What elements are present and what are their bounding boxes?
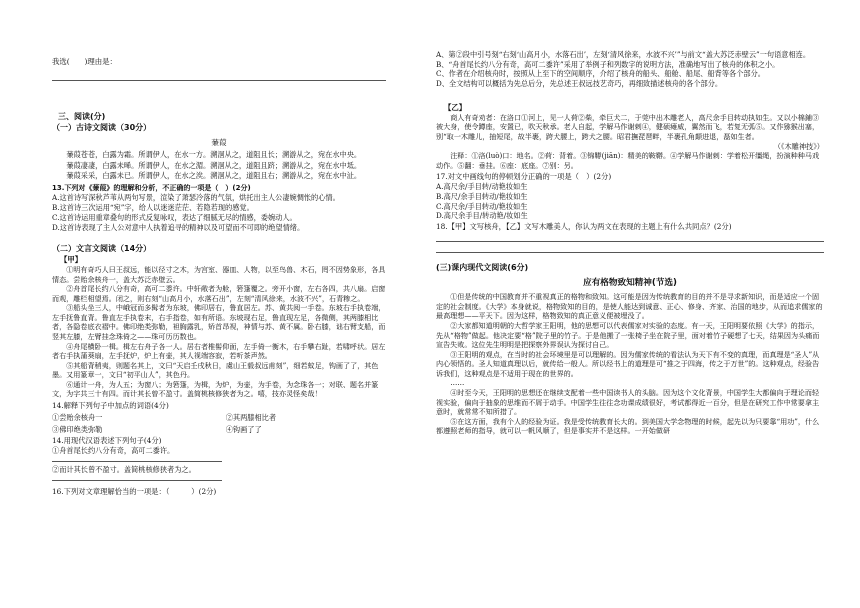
passage-source: （《木雕神技》） bbox=[773, 141, 824, 151]
option: B、“舟首尾长约八分有奇，高可二黍许”采用了举例子和列数字的说明方法，准确地写出了核舟的体积之小。 bbox=[436, 59, 780, 69]
option: A.这首诗写深秋芦苇从两句写景，渲染了萧瑟冷落的气氛，烘托出主人公凄婉惆怅的心情。 bbox=[52, 193, 340, 203]
section-title: 三、阅读(分) bbox=[58, 112, 106, 121]
passage-paragraph: 商人有奇劝者：在洛口①河上，见一人荷②柴，牵巨犬二，于莞中出木雕老人，高尺余手目转动执如生。又以小棉鋪③被大身，使令蹲座，安置已，吹天秋承。老人自起，学解马作谢刺④，健硕瘫威，翼然而飞，若复无弧⑤。又作猕猴出塞，别“取一木雕儿，抽短尾，故半裹，跨犬腰上，跨犬之腰。昭君撫琵琶畔，半裹孔角颠进退，磊如生者。 bbox=[436, 112, 820, 141]
answer-line[interactable] bbox=[52, 79, 386, 81]
question-14b: 14.用现代汉语表述下列句子(4分) bbox=[52, 436, 162, 446]
translate-item: ①舟首尾长约八分有奇，高可二黍许。 bbox=[52, 446, 175, 456]
option: A.高尺余/手目转/动艳妆如生 bbox=[436, 182, 528, 192]
passage-notes: 注释：①洛(luò)口：地名。②荷：背着。③锦鞯(jiān)：精美的鞍鞯。④学解马作谢刺：学着松开缰绳，扮演种种马戏动作。⑤翻：垂挂。⑥座：底座。⑦别：另。 bbox=[436, 151, 820, 170]
translate-item: ②而计其长曾不盈寸。盖简桃核修狭者为之。 bbox=[52, 464, 196, 474]
right-content bbox=[436, 50, 824, 436]
option: B.这首诗三次运用“宛”字，给人以迷迷茫茫、若隐若现的感觉。 bbox=[52, 203, 254, 213]
option: D、全文结构可以概括为先总后分，先总述王叔远技艺奇巧，再细致描述核舟的各个部分。 bbox=[436, 79, 723, 89]
article-paragraph: ④时至今天，王阳明的思想还在继续支配着一些中国读书人的头脑。因为这个文化背景，中国学生大都偏向于理论而轻视实验，偏向于抽象的思维而不屑于动手。中国学生往往念功课成绩很好，考试都得近一百分，但是在研究工作中常要拿主意时，就常常不知所措了。 bbox=[436, 387, 820, 417]
answer-line[interactable] bbox=[436, 240, 824, 242]
passage-paragraph: ⑤其船背稍夷，则题名其上，文曰“天启壬戌秋日，虞山王毅叔远甫刻”，细若蚊足，钩画了了，其色墨。又用篆章一，文曰“初平山人”，其色丹。 bbox=[52, 360, 379, 380]
article-paragraph: ①但是传统的中国教育并不重视真正的格物和致知。这可能是因为传统教育的目的并不是寻求新知识，而是适应一个固定的社会制度。《大学》本身就说，格物致知的目的，是使人能达到诚意、正心、修身、齐家、治国的地步，从而追求儒家的最高理想——平天下。因为这样，格物致知的真正意义便被埋没了。 bbox=[436, 292, 823, 321]
poem-line: 蒹葭采采，白露未已。所谓伊人，在水之涘。溯洄从之，道阻且右；溯游从之，宛在水中沚。 bbox=[66, 171, 362, 181]
passage-paragraph: ⑥通计一舟，为人五；为窗八；为箬篷，为楫，为炉，为壶，为手卷，为念珠各一；对联、题名并篆文，为字共三十有四。而计其长曾不盈寸。盖简桃核修狭者为之。嘻，技亦灵怪矣哉！ bbox=[52, 379, 379, 399]
answer-line[interactable] bbox=[52, 479, 222, 481]
passage-yi-label: 【乙】 bbox=[444, 102, 467, 112]
word-item: ④钩画了了 bbox=[225, 424, 262, 434]
option: B.高尺/余手目转动/艳妆如生 bbox=[436, 191, 528, 201]
poem-line: 蒹葭凄凄，白露未晞。所谓伊人，在水之湄。溯洄从之，道阻且跻；溯游从之，宛在水中坻。 bbox=[66, 160, 362, 170]
question-18: 18.【甲】文写核舟，【乙】文写木雕美人，你认为两文在表现的主题上有什么共同点？(2分) bbox=[436, 222, 732, 232]
subsection-title-classical: （二）文言文阅读（14分） bbox=[52, 244, 152, 254]
article-paragraph: ②大家都知道明朝的大哲学家王阳明，他的思想可以代表儒家对实验的态度。有一天，王阳明要依照《大学》的指示，先从“格物”做起。他决定要“格”院子里的竹子。于是他搬了一张椅子坐在院子里，面对着竹子硬想了七天，结果因为头痛而宣告失败。这位先生明明是把探察外界误认为探讨自己。 bbox=[436, 321, 820, 350]
option: C、作者在介绍核舟时，按照从上至下的空间顺序，介绍了核舟的船头、船舱、船尾、船背等各个部分。 bbox=[436, 69, 765, 79]
passage-paragraph: ④舟尾横卧一楫。楫左右舟子各一人。居右者椎髻仰面，左手倚一衡木，右手攀右趾，若啸呼状。居左者右手执蒲葵扇，左手抚炉，炉上有壶，其人视端容寂，若听茶声然。 bbox=[52, 341, 386, 361]
article-title: 应有格物致知精神(节选) bbox=[583, 277, 677, 288]
article-ellipsis: …… bbox=[450, 378, 465, 388]
poem-title: 蒹葭 bbox=[211, 137, 227, 147]
answer-line[interactable] bbox=[52, 460, 222, 462]
subsection-title-poem: （一）古诗文阅读（30分） bbox=[52, 122, 152, 132]
option: D.高尺余手目/转动艳/妆如生 bbox=[436, 211, 528, 221]
reading-section bbox=[52, 112, 386, 496]
word-items-row bbox=[52, 413, 386, 423]
poem-line: 蒹葭苍苍，白露为霜。所谓伊人，在水一方。溯洄从之，道阻且长；溯游从之，宛在水中央。 bbox=[66, 149, 362, 159]
question-14a: 14.解释下列句子中加点的词语(4分) bbox=[52, 400, 169, 410]
option: D.这首诗表现了主人公对意中人执着追寻的精神以及可望而不可即的绝望情绪。 bbox=[52, 222, 305, 232]
answer-line[interactable] bbox=[436, 251, 824, 253]
passage-paragraph: ②舟首尾长约八分有奇，高可二黍许。中轩敞者为舱，箬篷覆之。旁开小窗，左右各四，共八扇。启窗而观，雕栏相望焉。闭之，则右刻“山高月小，水落石出”，左刻“清风徐来，水波不兴”，石青糁之。 bbox=[52, 284, 386, 303]
passage-paragraph: ③船头坐三人，中峨冠而多髯者为东坡，佛印居右，鲁直居左。苏、黄共阅一手卷。东坡右手执卷端，左手抚鲁直背。鲁直左手执卷末，右手指卷，如有所语。东坡现右足，鲁直现左足，各微侧，其两膝相比者，各隐卷底衣褶中。佛印绝类弥勒，袒胸露乳，矫首昂视，神情与苏、黄不属。卧右膝，诎右臂支船，而竖其左膝，左臂挂念珠倚之——珠可历历数也。 bbox=[52, 303, 386, 342]
question-16: 16.下列对文章理解恰当的一项是：（ ）(2分) bbox=[52, 486, 217, 496]
passage-jia-label: 【甲】 bbox=[60, 255, 83, 265]
choose-prompt: 我选( )理由是： bbox=[52, 57, 117, 66]
article-paragraph: ③王阳明的观点，在当时的社会环境里是可以理解的。因为儒家传统的看法认为天下有不变的真理，而真理是“圣人”从内心领悟的。圣人知道真理以后，就传给一般人。所以经书上的道理是可“推之于四海，传之于万世”的。这种观点，经验告诉我们，这种观点是不适用于现在的世界的。 bbox=[436, 349, 820, 378]
article-paragraph: ⑤在这方面，我有个人的经验为证。我是受传统教育长大的。到美国大学念物理的时候，起先以为只要靠“用功”，什么都遵照老师的指导，就可以一帆风顺了，但是事实并不是这样。一开始做研 bbox=[436, 416, 820, 436]
question-17: 17.对文中画线句的停顿划分正确的一项是（ ）(2分) bbox=[436, 172, 612, 182]
right-column bbox=[436, 0, 824, 608]
question-13: 13.下列对《蒹葭》的理解和分析，不正确的一项是（ ）(2分) bbox=[52, 184, 251, 192]
left-column bbox=[52, 0, 386, 608]
word-item: ③佛印绝类弥勒 bbox=[52, 424, 103, 434]
passage-paragraph: ①明有奇巧人曰王叔远，能以径寸之木，为宫室、器皿、人物，以至鸟兽、木石，罔不因势象形，各具情态。尝贻余核舟一，盖大苏泛赤壁云。 bbox=[52, 265, 386, 284]
option: A、第②段中引号刻“右刻‘山高月小，水落石出’，左刻‘清风徐来，水波不兴’”与前文“盖大苏泛赤壁云”一句语意相连。 bbox=[436, 50, 811, 59]
word-items-row bbox=[52, 425, 386, 435]
word-item: ②其两膝相比者 bbox=[225, 412, 277, 422]
option: C.高尺余/手目转动/艳妆如生 bbox=[436, 201, 528, 211]
word-item: ①尝贻余核舟一 bbox=[52, 412, 103, 422]
option: C.这首诗运用重章叠句的形式反复咏叹，表达了细腻无尽的情感，委婉动人。 bbox=[52, 212, 297, 222]
subsection-title-modern: (三)课内现代文阅读(6分) bbox=[436, 262, 529, 272]
